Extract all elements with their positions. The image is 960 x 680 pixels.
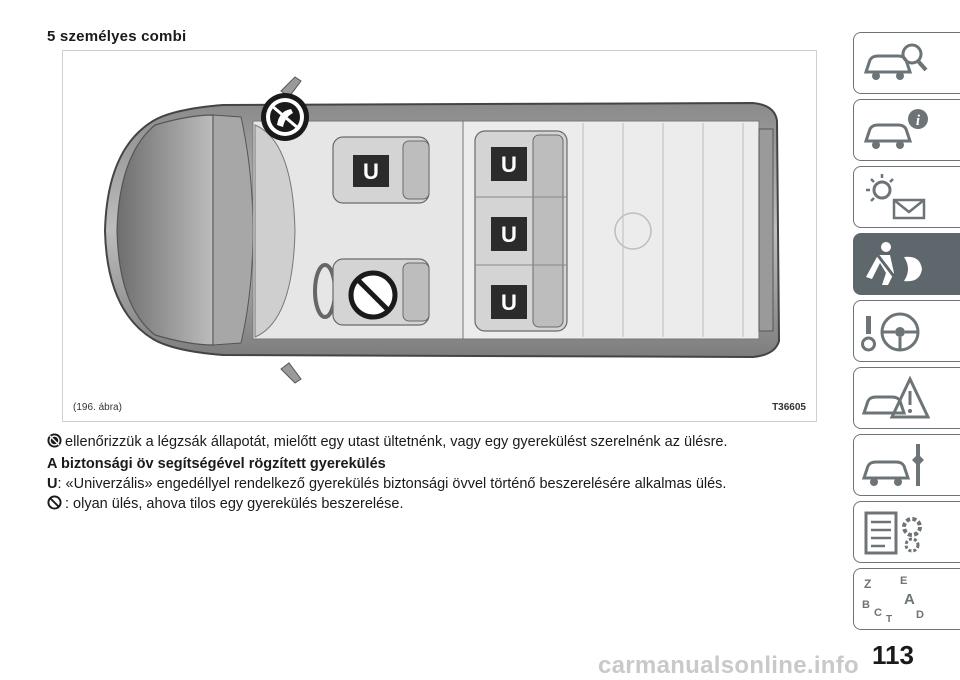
forbidden-text: : olyan ülés, ahova tilos egy gyerekülés beszerelése. xyxy=(65,496,404,512)
warning-light-message-icon xyxy=(860,172,930,222)
universal-seat-note xyxy=(47,475,726,493)
svg-text:U: U xyxy=(501,152,517,177)
tab-index[interactable] xyxy=(853,568,960,630)
u-text: : «Univerzális» engedéllyel rendelkező gyerekülés biztonsági övvel történő beszerelésére alkalmas ülés. xyxy=(57,476,727,492)
svg-text:U: U xyxy=(501,290,517,315)
u-mark-rear-right xyxy=(491,285,527,319)
section-heading: A biztonsági öv segítségével rögzített gyerekülés xyxy=(47,456,386,472)
right-mirror xyxy=(281,363,301,383)
u-label: U xyxy=(47,476,58,492)
airbag-note xyxy=(47,433,728,451)
figure-frame xyxy=(62,50,817,422)
tab-maintenance[interactable] xyxy=(853,434,960,496)
svg-text:B: B xyxy=(862,599,870,611)
seatbelt-airbag-icon xyxy=(860,239,930,289)
airbag-note-text: ellenőrizzük a légzsák állapotát, mielőtt egy utast ültetnénk, vagy egy gyerekülést szerelnénk az ülésre. xyxy=(65,434,728,450)
section-title: 5 személyes combi xyxy=(47,28,187,45)
tab-starting-driving[interactable] xyxy=(853,300,960,362)
car-magnifier-icon xyxy=(860,38,930,88)
tab-safety[interactable] xyxy=(853,233,960,295)
tab-emergency[interactable] xyxy=(853,367,960,429)
svg-text:U: U xyxy=(501,222,517,247)
car-wrench-icon xyxy=(860,440,930,490)
svg-text:E: E xyxy=(900,575,908,587)
svg-text:T: T xyxy=(886,614,893,624)
forbidden-seat-note xyxy=(47,495,404,513)
u-mark-rear-center xyxy=(491,217,527,251)
car-info-icon xyxy=(860,105,930,155)
tab-technical-specs[interactable] xyxy=(853,501,960,563)
svg-text:D: D xyxy=(916,609,924,621)
tab-car-info[interactable] xyxy=(853,99,960,161)
windshield xyxy=(213,115,253,345)
tab-warning-lights[interactable] xyxy=(853,166,960,228)
svg-text:U: U xyxy=(363,159,379,184)
specifications-gear-icon xyxy=(860,507,930,557)
page-number: 113 xyxy=(872,640,914,670)
steering-wheel-icon xyxy=(860,306,930,356)
tab-car-magnifier[interactable] xyxy=(853,32,960,94)
u-mark-front-passenger xyxy=(353,155,389,187)
figure-code: T36605 xyxy=(772,402,806,413)
alphabet-index-icon xyxy=(860,574,930,624)
svg-text:A: A xyxy=(904,591,915,608)
figure-caption: (196. ábra) xyxy=(73,402,122,413)
watermark: carmanualsonline.info xyxy=(598,652,860,679)
svg-text:C: C xyxy=(874,607,882,619)
forbidden-icon xyxy=(47,495,62,510)
car-warning-triangle-icon xyxy=(860,373,930,423)
van-top-view-illustration xyxy=(63,51,818,423)
forbidden-seat-badge xyxy=(351,273,395,317)
airbag-check-icon xyxy=(47,433,62,448)
svg-text:Z: Z xyxy=(864,577,872,591)
u-mark-rear-left xyxy=(491,147,527,181)
svg-text:i: i xyxy=(915,113,921,129)
airbag-check-badge xyxy=(261,93,309,141)
